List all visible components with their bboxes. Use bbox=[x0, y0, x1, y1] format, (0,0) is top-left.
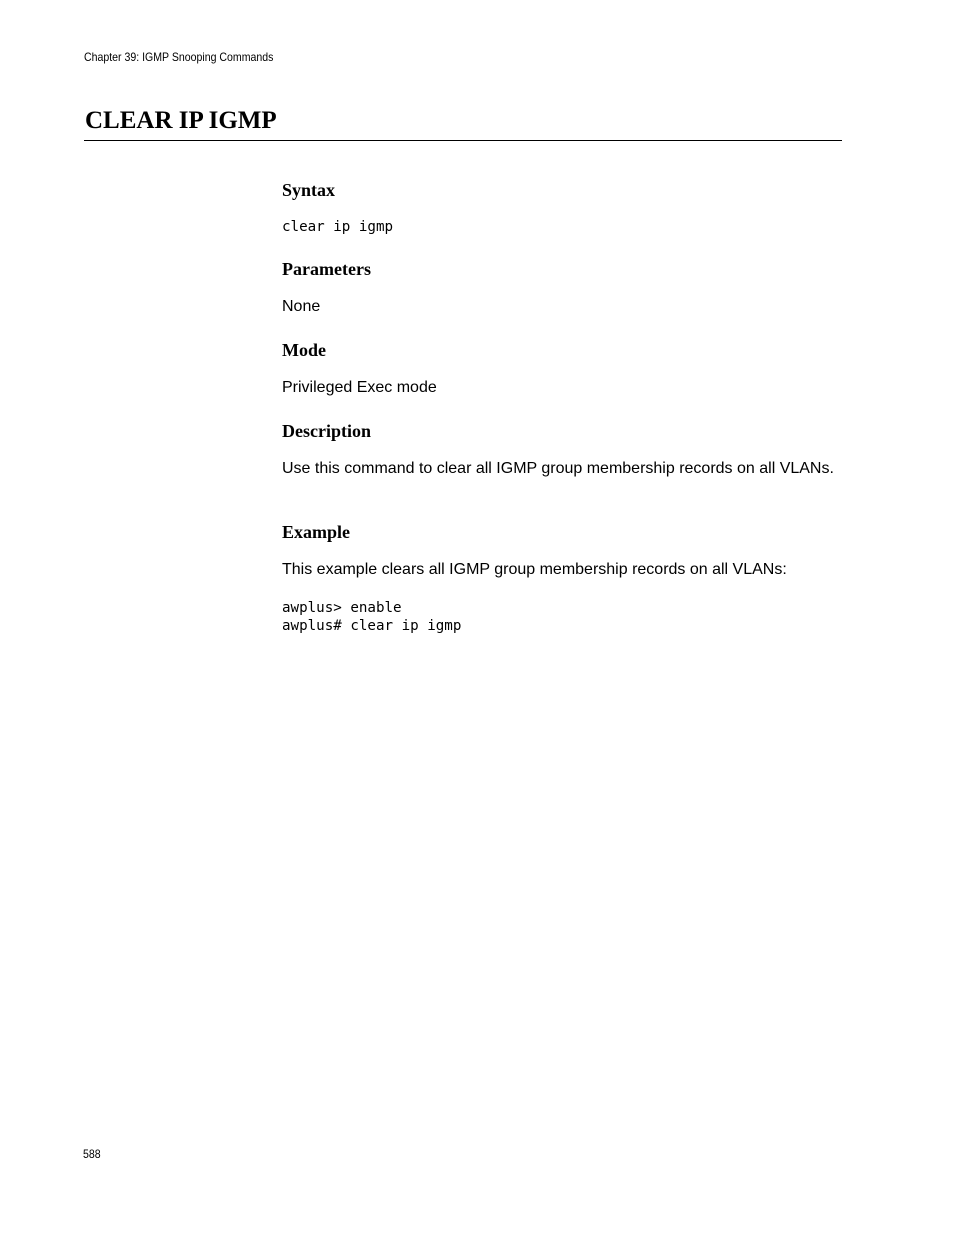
parameters-heading: Parameters bbox=[282, 259, 371, 279]
example-code-line-2: awplus# clear ip igmp bbox=[282, 618, 462, 634]
title-rule bbox=[84, 140, 842, 141]
parameters-text: None bbox=[282, 298, 321, 315]
description-text: Use this command to clear all IGMP group membership records on all VLANs. bbox=[282, 460, 834, 477]
syntax-heading: Syntax bbox=[282, 180, 336, 200]
description-heading: Description bbox=[282, 421, 371, 441]
page-number: 588 bbox=[83, 1147, 101, 1161]
example-code-line-1: awplus> enable bbox=[282, 600, 402, 616]
command-title: CLEAR IP IGMP bbox=[85, 107, 277, 134]
example-text: This example clears all IGMP group membership records on all VLANs: bbox=[282, 561, 787, 578]
mode-text: Privileged Exec mode bbox=[282, 379, 437, 396]
mode-heading: Mode bbox=[282, 340, 326, 360]
running-header: Chapter 39: IGMP Snooping Commands bbox=[84, 50, 274, 64]
example-heading: Example bbox=[282, 522, 351, 542]
syntax-code: clear ip igmp bbox=[282, 219, 394, 235]
